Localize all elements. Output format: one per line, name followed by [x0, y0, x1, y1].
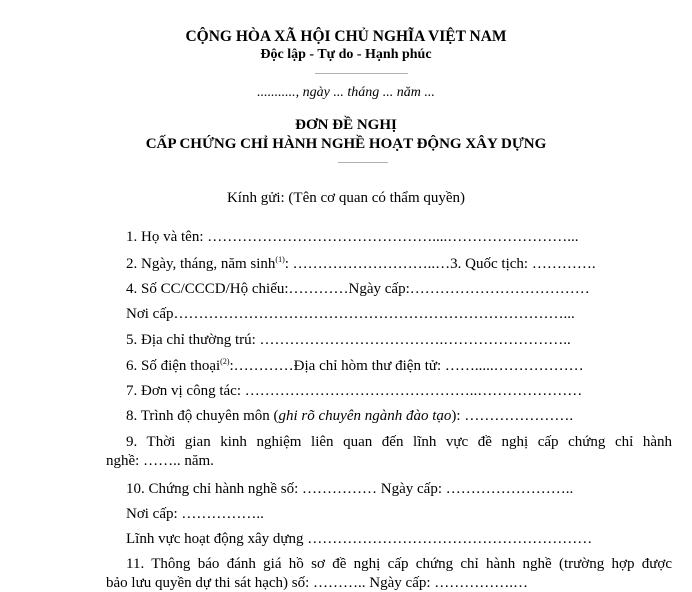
date-line: ..........., ngày ... tháng ... năm ... [257, 85, 435, 100]
field-birth-rest: : ………………………..…3. Quốc tịch: …………. [284, 256, 596, 272]
footnote-ref-1: (1) [275, 255, 285, 264]
field-certificate-place: Nơi cấp: …………….. [126, 506, 264, 522]
footnote-ref-2: (2) [220, 357, 230, 366]
field-phone-label: 6. Số điện thoại [126, 358, 221, 374]
field-assessment-line1: 11. Thông báo đánh giá hồ sơ đề nghị cấp chứng chỉ hành nghề (trường hợp được [126, 556, 672, 572]
field-assessment-line2: bảo lưu quyền dự thi sát hạch) số: ……….. Ngày cấp: …………….… [106, 575, 529, 591]
field-qualification-rest: ): …………………. [451, 408, 574, 424]
form-subtitle: CẤP CHỨNG CHỈ HÀNH NGHỀ HOẠT ĐỘNG XÂY DỰNG [145, 136, 547, 152]
field-workplace: 7. Đơn vị công tác: ………………………………………..………………… [126, 383, 583, 399]
national-motto: Độc lập - Tự do - Hạnh phúc [260, 47, 432, 62]
field-birth-label: 2. Ngày, tháng, năm sinh [126, 256, 276, 272]
field-id-issue-place: Nơi cấp……………………………………………………………………... [126, 306, 575, 322]
field-full-name: 1. Họ và tên: ………………………………………....……………………... [126, 229, 579, 245]
field-qualification-hint: ghi rõ chuyên ngành đào tạo [278, 408, 452, 424]
form-title: ĐƠN ĐỀ NGHỊ [295, 117, 397, 133]
field-construction-field: Lĩnh vực hoạt động xây dựng ………………………………………………… [126, 531, 593, 547]
field-qualification [126, 408, 573, 425]
field-phone-rest: :…………Địa chỉ hòm thư điện tử: …….....……………… [229, 358, 584, 374]
national-title: CỘNG HÒA XÃ HỘI CHỦ NGHĨA VIỆT NAM [185, 28, 507, 45]
motto-divider [315, 73, 408, 74]
field-experience-line2: nghề: …….. năm. [106, 453, 214, 469]
recipient-line: Kính gửi: (Tên cơ quan có thẩm quyền) [226, 190, 466, 206]
field-address: 5. Địa chỉ thường trú: ……………………………….…………………….. [126, 332, 571, 348]
field-id-card: 4. Số CC/CCCD/Hộ chiếu:…………Ngày cấp:……………………………… [126, 281, 590, 297]
field-qualification-label: 8. Trình độ chuyên môn ( [126, 408, 279, 424]
field-experience-line1: 9. Thời gian kinh nghiệm liên quan đến lĩnh vực đề nghị cấp chứng chỉ hành [126, 434, 672, 450]
field-certificate: 10. Chứng chỉ hành nghề số: …………… Ngày cấp: …………………….. [126, 481, 574, 497]
field-birth-nationality [126, 255, 596, 273]
title-divider [338, 162, 388, 163]
field-phone-email [126, 357, 584, 375]
